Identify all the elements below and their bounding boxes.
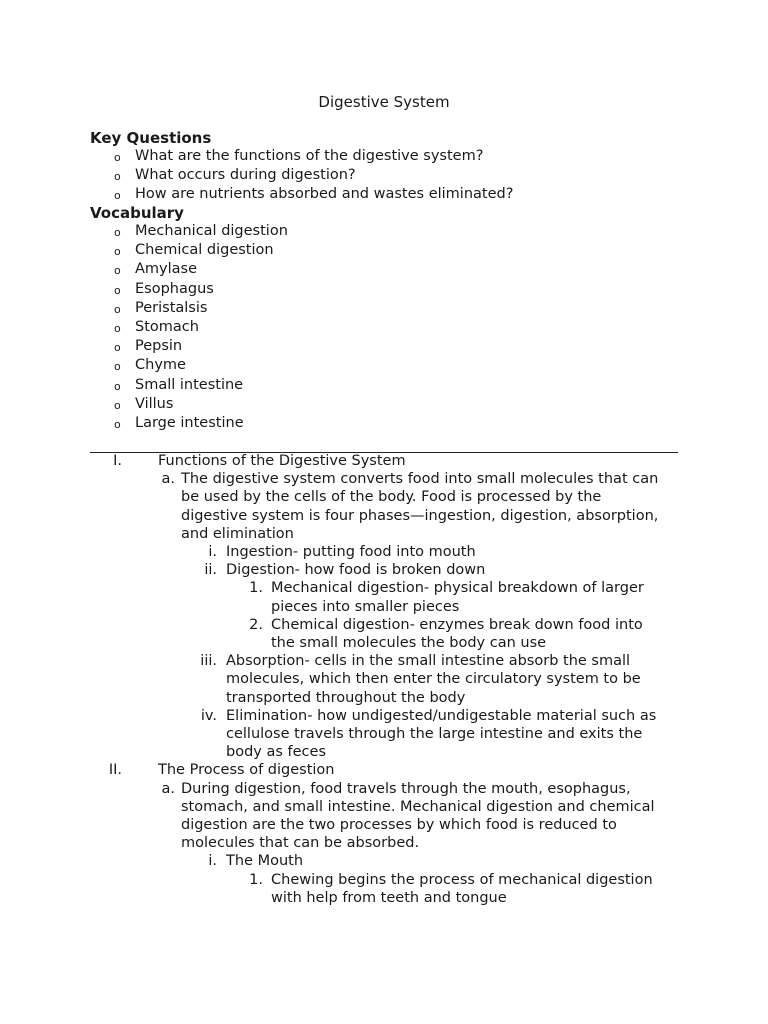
bullet-marker: o bbox=[114, 341, 121, 355]
outline-text-line: Functions of the Digestive System bbox=[158, 453, 406, 469]
bullet-marker: o bbox=[114, 379, 121, 393]
outline-text-line: and elimination bbox=[181, 525, 294, 542]
outline-text-line: Chewing begins the process of mechanical digestion bbox=[271, 871, 653, 888]
vocabulary-item-text: Mechanical digestion bbox=[135, 223, 288, 239]
outline-text-line: Digestion- how food is broken down bbox=[226, 562, 486, 579]
vocabulary-item-text: Esophagus bbox=[135, 280, 214, 297]
vocabulary-item-text: Stomach bbox=[135, 318, 199, 335]
outline-item-level-1 bbox=[0, 761, 768, 779]
outline-text-line: with help from teeth and tongue bbox=[271, 889, 507, 906]
outline-text-line: Elimination- how undigested/undigestable material such as bbox=[226, 707, 657, 724]
vocabulary-item-text: Chemical digestion bbox=[135, 242, 274, 259]
outline-marker: a. bbox=[161, 780, 175, 797]
outline-text-line: molecules that can be absorbed. bbox=[181, 835, 420, 852]
outline-text-line: stomach, and small intestine. Mechanical digestion and chemical bbox=[181, 798, 655, 815]
bullet-marker: o bbox=[114, 360, 121, 374]
vocabulary-item-text: Villus bbox=[135, 395, 174, 412]
outline-text-line: Mechanical digestion- physical breakdown of larger bbox=[271, 580, 644, 597]
bullet-marker: o bbox=[114, 226, 121, 239]
outline-marker: 2. bbox=[249, 616, 263, 633]
outline-marker: iv. bbox=[200, 707, 217, 724]
outline-marker: i. bbox=[208, 544, 217, 561]
vocabulary-item-text: Large intestine bbox=[135, 414, 244, 431]
outline-text-line: digestive system is four phases—ingestion, digestion, absorption, bbox=[181, 507, 659, 524]
vocabulary-item-text: Chyme bbox=[135, 357, 186, 374]
outline-item-level-2 bbox=[0, 780, 768, 853]
outline-text-line: The digestive system converts food into small molecules that can bbox=[181, 471, 659, 488]
outline-marker: I. bbox=[113, 453, 122, 469]
outline-marker: a. bbox=[161, 471, 175, 488]
vocabulary-item-text: Small intestine bbox=[135, 376, 244, 393]
outline-marker: II. bbox=[108, 762, 122, 779]
page-title: Digestive System bbox=[318, 93, 450, 111]
bullet-marker: o bbox=[114, 264, 121, 278]
outline-item-level-2 bbox=[0, 470, 768, 543]
outline-marker: 1. bbox=[249, 871, 263, 888]
outline bbox=[0, 452, 768, 907]
outline-item-level-3 bbox=[0, 707, 768, 762]
key-questions-heading: Key Questions bbox=[90, 129, 212, 147]
outline-item-level-1 bbox=[0, 452, 768, 470]
bullet-marker: o bbox=[114, 302, 121, 316]
outline-item-level-4 bbox=[0, 871, 768, 907]
outline-item-level-4 bbox=[0, 579, 768, 615]
outline-marker: iii. bbox=[200, 653, 217, 670]
key-question-item-text: What occurs during digestion? bbox=[135, 167, 356, 184]
bullet-marker: o bbox=[114, 189, 121, 203]
outline-text-line: The Process of digestion bbox=[158, 762, 335, 779]
outline-text-line: digestion are the two processes by which food is reduced to bbox=[181, 817, 617, 834]
key-question-item-text: What are the functions of the digestive system? bbox=[135, 148, 484, 164]
outline-text-line: pieces into smaller pieces bbox=[271, 598, 460, 615]
outline-text-line: body as feces bbox=[226, 744, 326, 761]
outline-text-line: be used by the cells of the body. Food is processed by the bbox=[181, 489, 602, 506]
outline-text-line: Chemical digestion- enzymes break down food into bbox=[271, 616, 643, 633]
outline-text-line: Ingestion- putting food into mouth bbox=[226, 544, 476, 561]
outline-item-level-3 bbox=[0, 652, 768, 707]
outline-text-line: Absorption- cells in the small intestine absorb the small bbox=[226, 653, 631, 670]
outline-text-line: cellulose travels through the large intestine and exits the bbox=[226, 726, 643, 743]
bullet-marker: o bbox=[114, 245, 121, 259]
key-question-item-text: How are nutrients absorbed and wastes eliminated? bbox=[135, 186, 514, 203]
outline-marker: ii. bbox=[204, 562, 217, 579]
vocabulary-heading: Vocabulary bbox=[90, 204, 184, 222]
outline-text-line: molecules, which then enter the circulatory system to be bbox=[226, 671, 641, 688]
outline-marker: 1. bbox=[249, 580, 263, 597]
bullet-marker: o bbox=[114, 283, 121, 297]
bullet-marker: o bbox=[114, 398, 121, 412]
bullet-marker: o bbox=[114, 417, 121, 431]
outline-item-level-4 bbox=[0, 616, 768, 652]
outline-text-line: the small molecules the body can use bbox=[271, 635, 547, 652]
vocabulary-item-text: Amylase bbox=[135, 261, 198, 278]
outline-item-level-3 bbox=[0, 543, 768, 561]
bullet-marker: o bbox=[114, 151, 121, 164]
outline-text-line: transported throughout the body bbox=[226, 689, 466, 706]
outline-text-line: The Mouth bbox=[226, 853, 304, 870]
vocabulary-item-text: Peristalsis bbox=[135, 299, 208, 316]
vocabulary-item-text: Pepsin bbox=[135, 338, 183, 355]
outline-item-level-3 bbox=[0, 561, 768, 579]
bullet-marker: o bbox=[114, 321, 121, 335]
outline-text-line: During digestion, food travels through the mouth, esophagus, bbox=[181, 780, 631, 797]
outline-item-level-3 bbox=[0, 852, 768, 870]
bullet-marker: o bbox=[114, 170, 121, 184]
outline-marker: i. bbox=[208, 853, 217, 870]
